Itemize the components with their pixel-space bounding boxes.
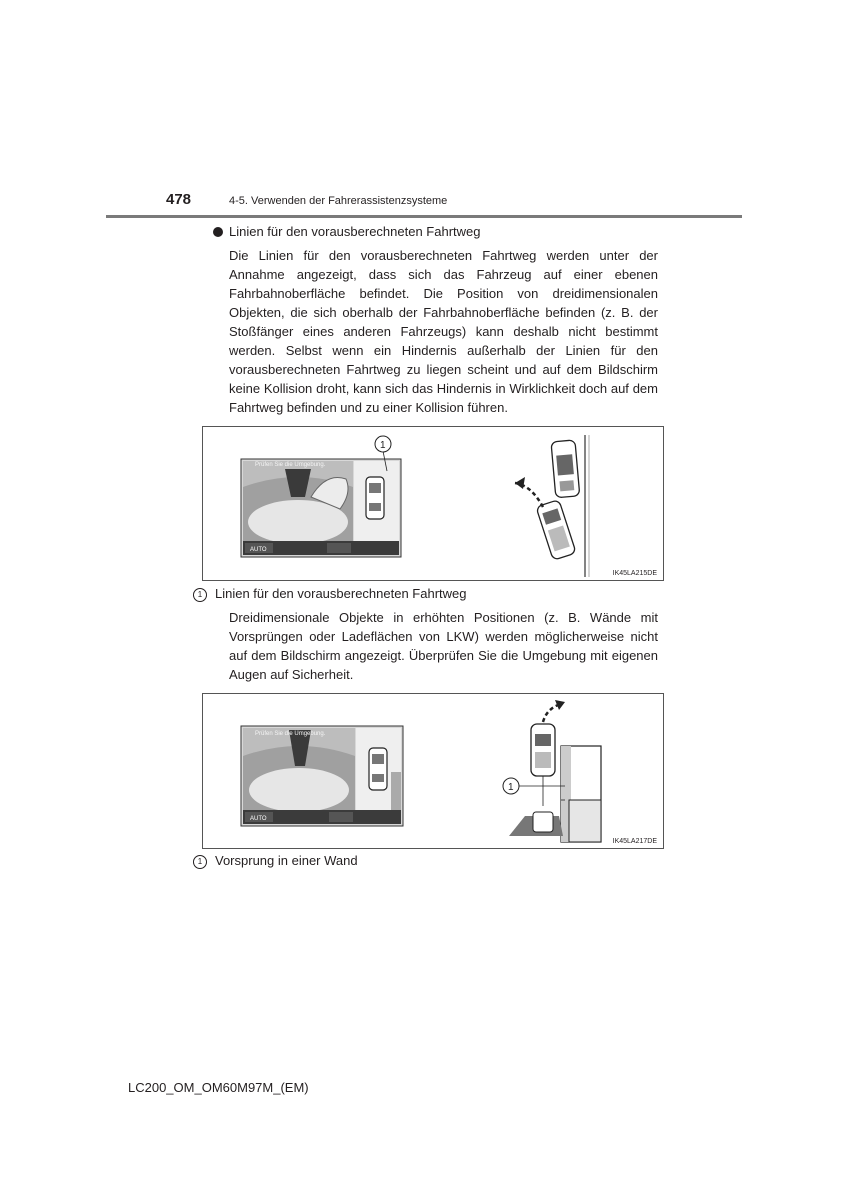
caption-1 (193, 586, 467, 602)
figure-1-illustration (203, 427, 663, 580)
header-rule (106, 215, 742, 218)
screen-banner: Prüfen Sie die Umgebung. (255, 462, 326, 468)
paragraph-2: Dreidimensionale Objekte in erhöhten Positionen (z. B. Wände mit Vorsprüngen oder Ladeflächen von LKW) werden möglicherweise nicht auf dem Bildschirm angezeigt. Überprüfen Sie die Umgebung mit eigenen Augen auf Sicherheit. (229, 610, 658, 682)
monitor-screen (241, 726, 403, 826)
auto-label: AUTO (250, 547, 267, 553)
bullet-heading (213, 224, 481, 239)
monitor-screen (241, 459, 401, 557)
own-car (536, 500, 576, 561)
figure-2-callout: 1 (508, 782, 514, 793)
figure-2-id: IK45LA217DE (612, 838, 657, 845)
bullet-icon (213, 227, 223, 237)
caption-1-number: 1 (193, 588, 207, 602)
figure-1-callout: 1 (380, 440, 386, 451)
caption-2-number: 1 (193, 855, 207, 869)
paragraph-1: Die Linien für den vorausberechneten Fahrtweg werden unter der Annahme angezeigt, dass sich das Fahrzeug auf einer ebenen Fahrbahnoberfläche befindet. Die Position von dreidimensionalen Objekten, die sich oberhalb der Fahrbahnoberfläche befinden (z. B. der Stoßfänger eines anderen Fahrzeugs) kann deshalb nicht bestimmt werden. Selbst wenn ein Hindernis außerhalb der Linien für den vorausberechneten Fahrtweg zu liegen scheint und auf dem Bildschirm keine Kollision droht, kann sich das Hindernis in Wirklichkeit doch auf dem Fahrtweg befinden und zu einer Kollision führen. (229, 248, 658, 415)
figure-1-id: IK45LA215DE (612, 570, 657, 577)
figure-2-illustration (203, 694, 663, 848)
screen-banner: Prüfen Sie die Umgebung. (255, 731, 326, 737)
figure-1 (202, 426, 664, 581)
own-car (531, 724, 555, 776)
caption-1-text: Linien für den vorausberechneten Fahrtweg (215, 586, 467, 601)
figure-2 (202, 693, 664, 849)
page-number: 478 (166, 191, 192, 208)
caption-2 (193, 853, 358, 869)
parked-car (551, 440, 580, 498)
section-title: 4-5. Verwenden der Fahrerassistenzsysteme (229, 195, 448, 207)
caption-2-text: Vorsprung in einer Wand (215, 853, 358, 868)
bullet-heading-text: Linien für den vorausberechneten Fahrtweg (229, 224, 481, 239)
auto-label: AUTO (250, 816, 267, 822)
footer-code: LC200_OM_OM60M97M_(EM) (128, 1080, 309, 1095)
